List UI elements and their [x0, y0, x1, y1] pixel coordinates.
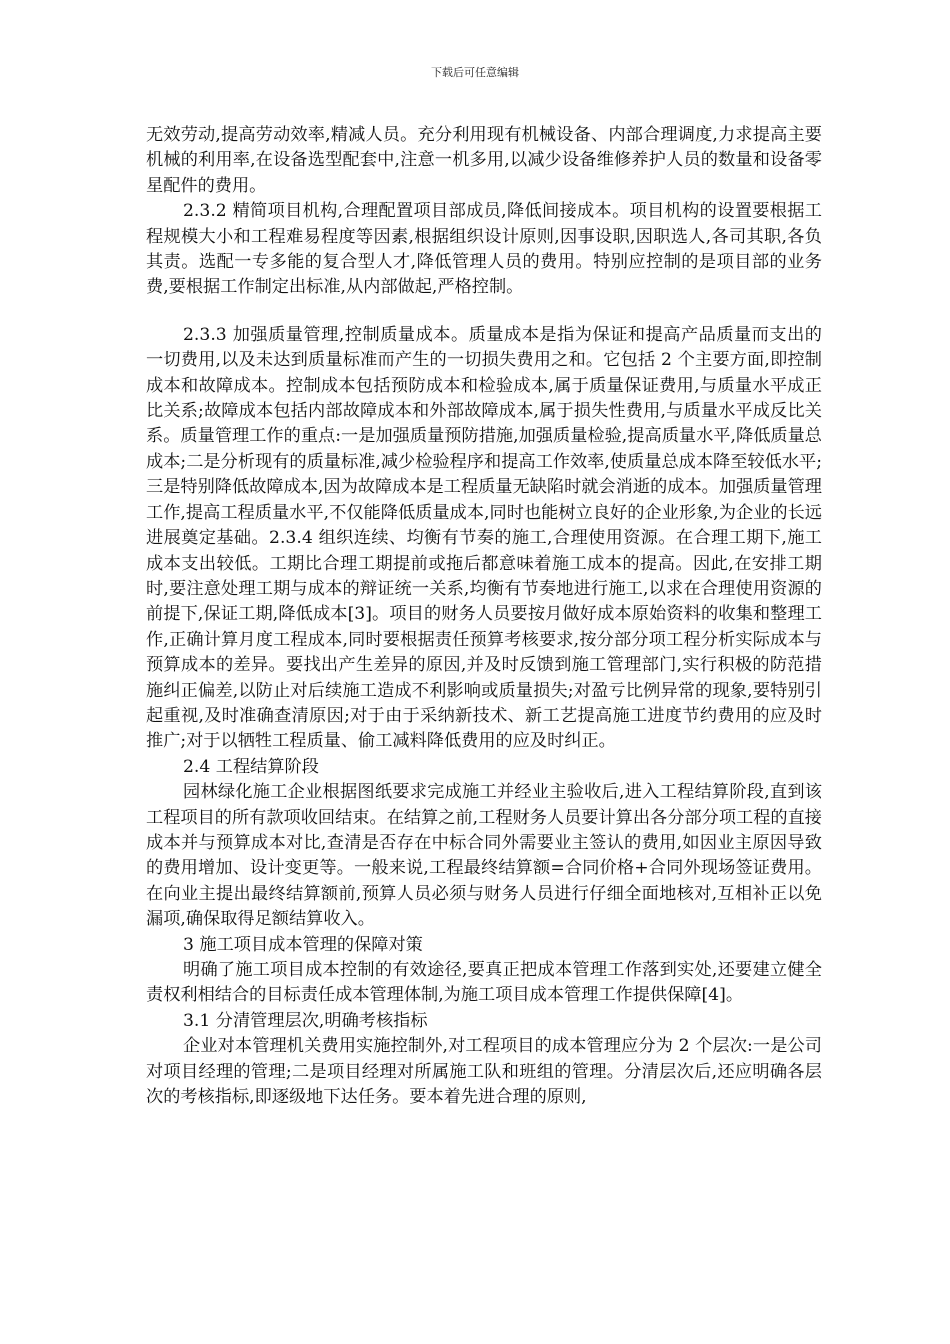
paragraph: 园林绿化施工企业根据图纸要求完成施工并经业主验收后,进入工程结算阶段,直到该工程项目的所有款项收回结束。在结算之前,工程财务人员要计算出各分部分项工程的直接成本并与预算成本对比,查清是否存在中标合同外需要业主签认的费用,如因业主原因导致的费用增加、设计变更等。一般来说,工程最终结算额=合同价格+合同外现场签证费用。在向业主提出最终结算额前,预算人员必须与财务人员进行仔细全面地核对,互相补正以免漏项,确保取得足额结算收入。: [146, 782, 822, 930]
section-heading: 3.1 分清管理层次,明确考核指标: [183, 1010, 428, 1031]
paragraph: 2.3.3 加强质量管理,控制质量成本。质量成本是指为保证和提高产品质量而支出的一切费用,以及未达到质量标准而产生的一切损失费用之和。它包括 2 个主要方面,即控制成本和故障成本。控制成本包括预防成本和检验成本,属于质量保证费用,与质量水平成正比关系;故障成本包括内部故障成本和外部故障成本,属于损失性费用,与质量水平成反比关系。质量管理工作的重点:一是加强质量预防措施,加强质量检验,提高质量水平,降低质量总成本;二是分析现有的质量标准,减少检验程序和提高工作效率,使质量总成本降至较低水平;三是特别降低故障成本,因为故障成本是工程质量无缺陷时就会消逝的成本。加强质量管理工作,提高工程质量水平,不仅能降低质量成本,同时也能树立良好的企业形象,为企业的长远进展奠定基础。2.3.4 组织连续、均衡有节奏的施工,合理使用资源。在合理工期下,施工成本支出较低。工期比合理工期提前或拖后都意味着施工成本的提高。因此,在安排工期时,要注意处理工期与成本的辩证统一关系,均衡有节奏地进行施工,以求在合理使用资源的前提下,保证工期,降低成本[3]。项目的财务人员要按月做好成本原始资料的收集和整理工作,正确计算月度工程成本,同时要根据责任预算考核要求,按分部分项工程分析实际成本与预算成本的差异。要找出产生差异的原因,并及时反馈到施工管理部门,实行积极的防范措施纠正偏差,以防止对后续施工造成不利影响或质量损失;对盈亏比例异常的现象,要特别引起重视,及时准确查清原因;对于由于采纳新技术、新工艺提高施工进度节约费用的应及时推广;对于以牺牲工程质量、偷工减料降低费用的应及时纠正。: [146, 324, 822, 752]
document-body: [146, 123, 822, 1110]
paragraph: 无效劳动,提高劳动效率,精减人员。充分利用现有机械设备、内部合理调度,力求提高主要机械的利用率,在设备选型配套中,注意一机多用,以减少设备维修养护人员的数量和设备零星配件的费用。: [146, 125, 822, 196]
paragraph: 2.3.2 精简项目机构,合理配置项目部成员,降低间接成本。项目机构的设置要根据工程规模大小和工程难易程度等因素,根据组织设计原则,因事设职,因职选人,各司其职,各负其责。选配一专多能的复合型人才,降低管理人员的费用。特别应控制的是项目部的业务费,要根据工作制定出标准,从内部做起,严格控制。: [146, 201, 822, 298]
paragraph: 企业对本管理机关费用实施控制外,对工程项目的成本管理应分为 2 个层次:一是公司对项目经理的管理;二是项目经理对所属施工队和班组的管理。分清层次后,还应明确各层次的考核指标,即逐级地下达任务。要本着先进合理的原则,: [146, 1036, 822, 1108]
section-heading: 3 施工项目成本管理的保障对策: [183, 934, 423, 955]
page-header: 下载后可任意编辑: [431, 66, 519, 79]
section-heading: 2.4 工程结算阶段: [183, 756, 319, 777]
paragraph: 明确了施工项目成本控制的有效途径,要真正把成本管理工作落到实处,还要建立健全责权利相结合的目标责任成本管理体制,为施工项目成本管理工作提供保障[4]。: [146, 960, 822, 1006]
